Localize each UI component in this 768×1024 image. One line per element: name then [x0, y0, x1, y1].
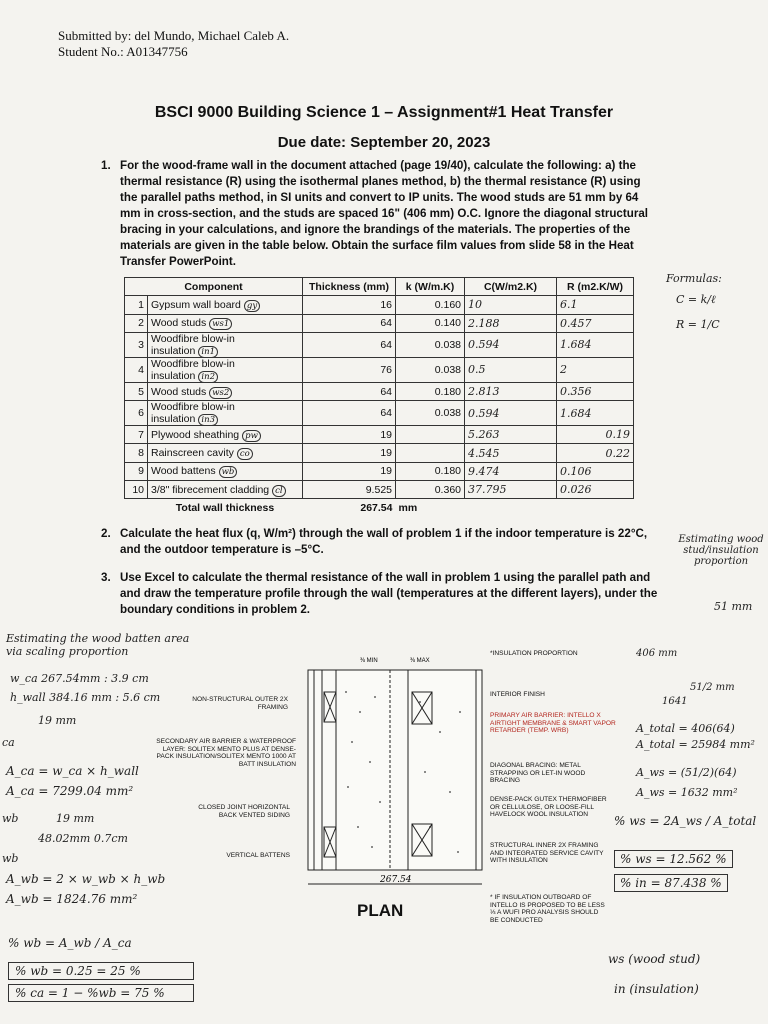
- thickness-cell-text: 16: [380, 298, 392, 311]
- question-text: Use Excel to calculate the thermal resistance of the wall in problem 1 using the parallel path and and draw the temperature profile through the wall (temperatures at the different layers), under the boundary conditions in problem 2.: [120, 571, 658, 616]
- component-cell-text: Gypsum wall board: [151, 298, 241, 311]
- r-cell-text: 0.356: [560, 385, 592, 399]
- k-cell: [396, 357, 465, 382]
- table-body: [125, 296, 634, 499]
- row-number: [125, 296, 148, 314]
- r-cell-text: 0.106: [560, 464, 592, 478]
- k-cell: [396, 332, 465, 357]
- submitted-by: Submitted by: del Mundo, Michael Caleb A.: [58, 28, 290, 43]
- col-r: R (m2.K/W): [557, 278, 634, 296]
- thickness-cell-text: 76: [380, 363, 392, 376]
- note-line: 19 mm: [38, 714, 77, 727]
- note-line: A_wb = 1824.76 mm²: [6, 892, 138, 906]
- c-cell-text: 2.188: [468, 316, 500, 330]
- component-cell: [148, 426, 303, 444]
- note-line: 406 mm: [636, 648, 678, 659]
- note-line: A_ws = (51/2)(64): [636, 766, 737, 779]
- note-boxed-line: % ws = 12.562 %: [614, 850, 733, 868]
- component-cell: [148, 296, 303, 314]
- question-3: [101, 570, 661, 620]
- r-cell-text: 0.457: [560, 316, 592, 330]
- thickness-cell: [303, 426, 396, 444]
- c-cell-text: 0.594: [468, 338, 500, 352]
- c-cell-text: 4.545: [468, 446, 500, 460]
- drawing-label: * IF INSULATION OUTBOARD OF INTELLO IS PROPOSED TO BE LESS ⅓ A WUFI PRO ANALYSIS SHOULD BE CONDUCTED: [490, 894, 605, 924]
- drawing-label: INTERIOR FINISH: [490, 691, 545, 698]
- c-cell: [465, 332, 557, 357]
- k-cell: [396, 481, 465, 499]
- note-boxed-line: % wb = 0.25 = 25 %: [8, 962, 194, 980]
- thickness-cell: [303, 444, 396, 462]
- k-cell-text: 0.360: [434, 483, 461, 496]
- row-number: [125, 382, 148, 400]
- note-line: A_ws = 1632 mm²: [636, 786, 738, 799]
- row-number-text: 1: [138, 298, 144, 311]
- col-thickness: Thickness (mm): [303, 278, 396, 296]
- thickness-cell: [303, 296, 396, 314]
- k-cell: [396, 314, 465, 332]
- thickness-cell-text: 64: [380, 338, 392, 351]
- note-estimating-left: Estimating the wood batten area via scaling proportion: [6, 632, 190, 658]
- row-number: [125, 357, 148, 382]
- c-cell: [465, 314, 557, 332]
- row-number: [125, 401, 148, 426]
- c-cell-text: 9.474: [468, 464, 500, 478]
- total-label: Total wall thickness: [175, 502, 275, 515]
- table-row: [125, 426, 634, 444]
- row-number-text: 10: [132, 483, 144, 496]
- table-row: [125, 382, 634, 400]
- c-cell: [465, 357, 557, 382]
- table-row: [125, 296, 634, 314]
- row-number: [125, 462, 148, 480]
- note-line: w_ca 267.54mm : 3.9 cm: [10, 672, 149, 685]
- note-line: A_ca = w_ca × h_wall: [6, 764, 139, 778]
- k-cell: [396, 462, 465, 480]
- table-row: [125, 314, 634, 332]
- table-row: [125, 401, 634, 426]
- k-cell-text: 0.038: [434, 363, 461, 376]
- r-cell-text: 0.19: [605, 428, 630, 442]
- note-line: 51 mm: [714, 600, 753, 613]
- component-cell-text: Woodfibre blow-in insulation: [151, 332, 235, 357]
- component-tag: pw: [242, 430, 261, 442]
- note-line: wb: [2, 852, 19, 865]
- k-cell-text: 0.160: [434, 298, 461, 311]
- row-number-text: 4: [138, 363, 144, 376]
- component-cell-text: Plywood sheathing: [151, 428, 240, 441]
- student-number: Student No.: A01347756: [58, 44, 188, 59]
- formula-r: R = 1/C: [676, 318, 720, 331]
- wall-outline: [308, 670, 482, 870]
- thickness-cell: [303, 401, 396, 426]
- k-cell-text: 0.180: [434, 465, 461, 478]
- thickness-cell: [303, 332, 396, 357]
- component-cell-text: 3/8" fibrecement cladding: [151, 483, 270, 496]
- due-date: Due date: September 20, 2023: [277, 134, 491, 151]
- thickness-cell: [303, 357, 396, 382]
- drawing-label: VERTICAL BATTENS: [226, 852, 290, 859]
- question-number: 3.: [101, 571, 111, 584]
- table-row: [125, 332, 634, 357]
- col-component: Component: [125, 278, 303, 296]
- note-line: wb: [2, 812, 19, 825]
- drawing-label: SECONDARY AIR BARRIER & WATERPROOF LAYER: SOLITEX MENTO PLUS AT DENSE-PACK INSULATION/SOLITEX MENTO 1000 AT BATT INSULATION: [156, 738, 296, 768]
- total-unit: mm: [398, 502, 418, 515]
- thickness-cell-text: 9.525: [365, 483, 392, 496]
- note-line: ws (wood stud): [608, 952, 701, 966]
- k-cell: [396, 382, 465, 400]
- note-boxed-line: % in = 87.438 %: [614, 874, 728, 892]
- component-cell-text: Woodfibre blow-in insulation: [151, 357, 235, 382]
- row-number: [125, 426, 148, 444]
- component-cell-text: Rainscreen cavity: [151, 447, 234, 460]
- row-number: [125, 444, 148, 462]
- note-boxed-line: % ca = 1 − %wb = 75 %: [8, 984, 194, 1002]
- note-line: 1641: [662, 696, 688, 707]
- c-cell-text: 0.5: [468, 363, 486, 377]
- component-cell: [148, 481, 303, 499]
- drawing-label: PRIMARY AIR BARRIER: INTELLO X AIRTIGHT MEMBRANE & SMART VAPOR RETARDER (TEMP. WRB): [490, 712, 616, 735]
- drawing-label: STRUCTURAL INNER 2X FRAMING AND INTEGRATED SERVICE CAVITY WITH INSULATION: [490, 842, 604, 865]
- table-header-row: [125, 278, 634, 296]
- k-cell-text: 0.038: [434, 407, 461, 420]
- question-text: For the wood-frame wall in the document attached (page 19/40), calculate the following: a) the thermal resistance (R) using the isothermal planes method, b) the thermal resistance (R) using the parallel paths method, in SI units and convert to IP units. The wood studs are 51 mm by 64 mm in cross-section, and the studs are spaced 16" (406 mm) O.C. Ignore the diagonal structural bracing in your calculations, and ignore the brandings of the materials. The properties of the materials are given in the table below. Obtain the surface film values from slide 58 in the Heat Transfer PowerPoint.: [120, 159, 648, 268]
- k-cell-text: 0.140: [434, 317, 461, 330]
- c-cell-text: 37.795: [468, 483, 507, 497]
- c-cell-text: 5.263: [468, 428, 500, 442]
- question-2: [101, 526, 661, 560]
- k-cell: [396, 401, 465, 426]
- note-line: 48.02mm 0.7cm: [38, 832, 128, 845]
- thickness-cell: [303, 314, 396, 332]
- plan-label: PLAN: [357, 901, 404, 920]
- thickness-cell-text: 19: [380, 447, 392, 460]
- component-tag: in1: [198, 346, 218, 358]
- component-cell-text: Wood studs: [151, 317, 207, 330]
- total-value: 267.54: [360, 502, 393, 515]
- component-cell-text: Woodfibre blow-in insulation: [151, 401, 235, 426]
- note-line: 19 mm: [56, 812, 95, 825]
- row-number-text: 8: [138, 447, 144, 460]
- table-row: [125, 481, 634, 499]
- note-line: A_wb = 2 × w_wb × h_wb: [6, 872, 166, 886]
- note-line: in (insulation): [614, 982, 699, 996]
- component-tag: gy: [244, 300, 260, 312]
- thickness-cell: [303, 481, 396, 499]
- component-cell: [148, 444, 303, 462]
- question-number: 2.: [101, 527, 111, 540]
- row-number-text: 5: [138, 385, 144, 398]
- component-tag: in2: [198, 371, 218, 383]
- r-cell-text: 0.026: [560, 483, 592, 497]
- drawing-label: CLOSED JOINT HORIZONTAL BACK VENTED SIDING: [198, 804, 290, 819]
- table-row: [125, 462, 634, 480]
- table-row: [125, 357, 634, 382]
- dim-max: ⅜ MAX: [410, 658, 430, 664]
- r-cell-text: 2: [560, 363, 567, 377]
- table-row: [125, 444, 634, 462]
- r-cell-text: 1.684: [560, 338, 592, 352]
- component-cell-text: Wood battens: [151, 465, 216, 478]
- drawing-label: DIAGONAL BRACING: METAL STRAPPING OR LET-IN WOOD BRACING: [490, 762, 586, 785]
- submission-info: [58, 28, 289, 60]
- component-cell: [148, 382, 303, 400]
- note-line: 51/2 mm: [690, 682, 735, 693]
- note-line: A_ca = 7299.04 mm²: [6, 784, 134, 798]
- component-tag: co: [237, 448, 253, 460]
- note-estimating-right: Estimating wood stud/insulation proportion: [678, 534, 764, 567]
- component-cell-text: Wood studs: [151, 385, 207, 398]
- thickness-cell-text: 19: [380, 465, 392, 478]
- component-tag: in3: [198, 414, 218, 426]
- question-number: 1.: [101, 159, 111, 172]
- formula-c: C = k/ℓ: [676, 293, 716, 306]
- k-cell-text: 0.038: [434, 338, 461, 351]
- row-number: [125, 481, 148, 499]
- component-cell: [148, 462, 303, 480]
- drawing-label: DENSE-PACK GUTEX THERMOFIBER OR CELLULOSE, OR LOOSE-FILL HAVELOCK WOOL INSULATION: [490, 796, 607, 819]
- row-number-text: 7: [138, 428, 144, 441]
- r-cell: [557, 462, 634, 480]
- note-line: A_total = 406(64): [636, 722, 735, 735]
- component-cell: [148, 357, 303, 382]
- total-bracket-value: 267.54: [380, 875, 412, 885]
- component-tag: cl: [272, 485, 285, 497]
- k-cell: [396, 296, 465, 314]
- component-tag: ws2: [209, 387, 232, 399]
- note-line: A_total = 25984 mm²: [636, 738, 755, 751]
- question-text: Calculate the heat flux (q, W/m²) through the wall of problem 1 if the indoor temperature is 22°C, and the outdoor temperature is –5°C.: [120, 527, 648, 556]
- question-1: [101, 158, 661, 268]
- r-cell: [557, 401, 634, 426]
- c-cell: [465, 462, 557, 480]
- component-tag: wb: [219, 466, 238, 478]
- page-title: BSCI 9000 Building Science 1 – Assignment#1 Heat Transfer: [154, 104, 614, 121]
- r-cell: [557, 444, 634, 462]
- c-cell-text: 0.594: [468, 406, 500, 420]
- c-cell: [465, 444, 557, 462]
- formulas-heading: Formulas:: [666, 272, 722, 285]
- row-number-text: 2: [138, 317, 144, 330]
- row-number-text: 9: [138, 465, 144, 478]
- r-cell: [557, 332, 634, 357]
- r-cell: [557, 357, 634, 382]
- component-tag: ws1: [209, 318, 232, 330]
- row-number-text: 6: [138, 407, 144, 420]
- c-cell-text: 2.813: [468, 385, 500, 399]
- thickness-cell-text: 64: [380, 407, 392, 420]
- c-cell-text: 10: [468, 298, 482, 312]
- dim-min: ⅜ MIN: [360, 658, 378, 664]
- r-cell: [557, 296, 634, 314]
- thickness-cell-text: 19: [380, 428, 392, 441]
- r-cell: [557, 481, 634, 499]
- note-line: % wb = A_wb / A_ca: [8, 936, 132, 950]
- k-cell-text: 0.180: [434, 385, 461, 398]
- c-cell: [465, 382, 557, 400]
- r-cell-text: 6.1: [560, 298, 578, 312]
- row-number-text: 3: [138, 338, 144, 351]
- note-line: h_wall 384.16 mm : 5.6 cm: [10, 691, 161, 704]
- k-cell: [396, 444, 465, 462]
- note-line: ca: [2, 736, 15, 749]
- note-line: % ws = 2A_ws / A_total: [614, 814, 757, 828]
- c-cell: [465, 401, 557, 426]
- r-cell-text: 0.22: [605, 446, 630, 460]
- component-cell: [148, 314, 303, 332]
- row-number: [125, 314, 148, 332]
- col-c: C(W/m2.K): [465, 278, 557, 296]
- thickness-cell: [303, 462, 396, 480]
- wall-plan-drawing: [300, 652, 490, 892]
- k-cell: [396, 426, 465, 444]
- component-cell: [148, 401, 303, 426]
- materials-table: [124, 277, 634, 517]
- table-total-row: [125, 499, 634, 517]
- c-cell: [465, 296, 557, 314]
- c-cell: [465, 426, 557, 444]
- thickness-cell-text: 64: [380, 317, 392, 330]
- drawing-label: *INSULATION PROPORTION: [490, 650, 578, 657]
- drawing-label: NON-STRUCTURAL OUTER 2X FRAMING: [192, 696, 288, 711]
- r-cell: [557, 382, 634, 400]
- c-cell: [465, 481, 557, 499]
- r-cell-text: 1.684: [560, 406, 592, 420]
- row-number: [125, 332, 148, 357]
- thickness-cell: [303, 382, 396, 400]
- component-cell: [148, 332, 303, 357]
- thickness-cell-text: 64: [380, 385, 392, 398]
- col-k: k (W/m.K): [396, 278, 465, 296]
- r-cell: [557, 314, 634, 332]
- r-cell: [557, 426, 634, 444]
